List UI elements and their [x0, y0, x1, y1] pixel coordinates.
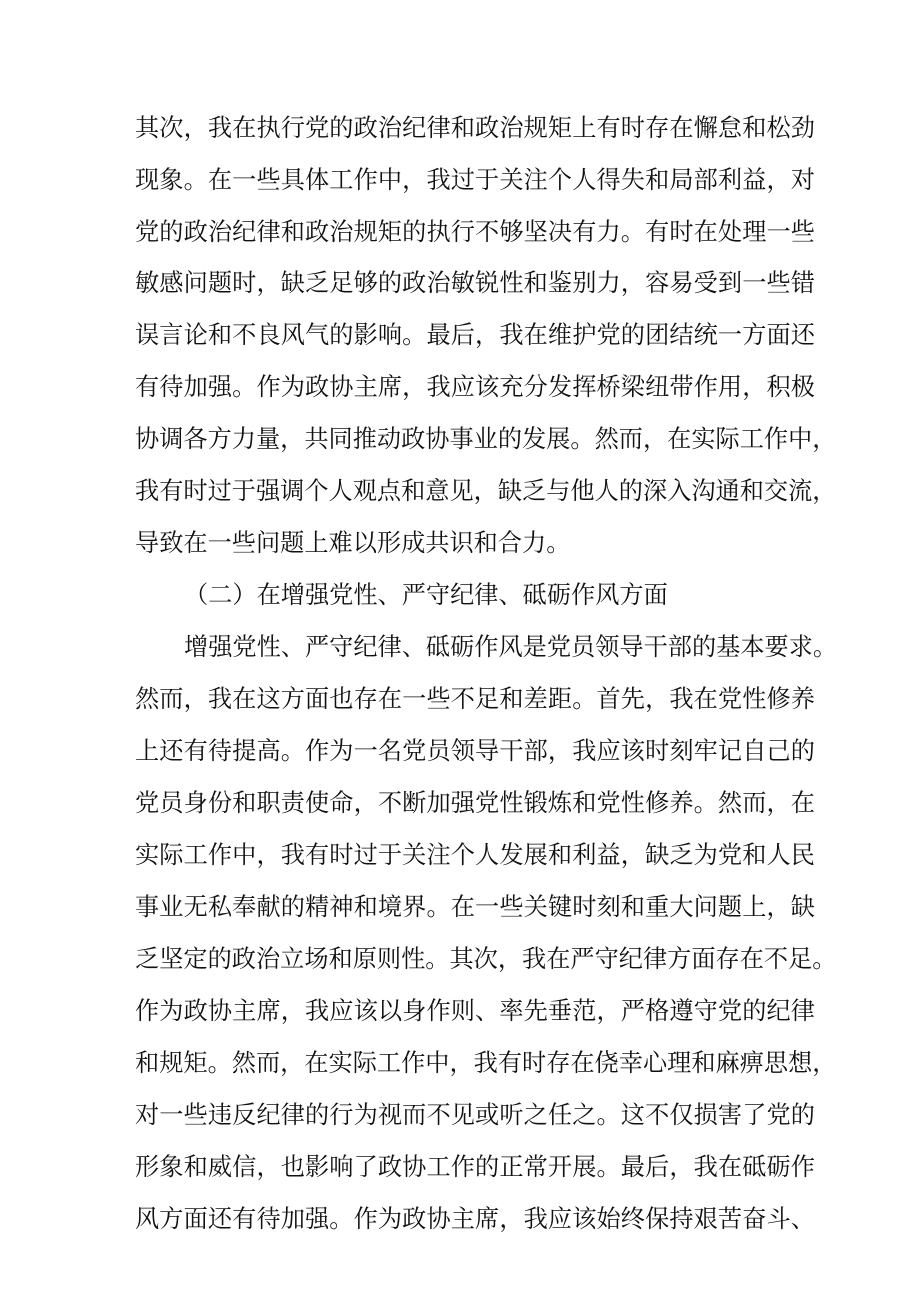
section-heading: （二）在增强党性、严守纪律、砥砺作风方面 — [184, 581, 668, 609]
body-text-line: 现象。在一些具体工作中，我过于关注个人得失和局部利益，对 — [135, 166, 815, 194]
body-text-line: 误言论和不良风气的影响。最后，我在维护党的团结统一方面还 — [135, 321, 815, 349]
body-text-line: 我有时过于强调个人观点和意见，缺乏与他人的深入沟通和交流， — [135, 477, 837, 505]
body-text-line: 作为政协主席，我应该以身作则、率先垂范，严格遵守党的纪律 — [135, 997, 815, 1025]
body-text-line: 导致在一些问题上难以形成共识和合力。 — [135, 529, 571, 557]
body-text-line: 协调各方力量，共同推动政协事业的发展。然而，在实际工作中， — [135, 425, 837, 453]
body-text-line: 实际工作中，我有时过于关注个人发展和利益，缺乏为党和人民 — [135, 841, 815, 869]
body-text-line: 和规矩。然而，在实际工作中，我有时存在侥幸心理和麻痹思想， — [135, 1049, 837, 1077]
body-text-line: 乏坚定的政治立场和原则性。其次，我在严守纪律方面存在不足。 — [135, 945, 837, 973]
body-text-line: 事业无私奉献的精神和境界。在一些关键时刻和重大问题上，缺 — [135, 893, 815, 921]
body-text-line: 有待加强。作为政协主席，我应该充分发挥桥梁纽带作用，积极 — [135, 373, 815, 401]
body-text-line: 上还有待提高。作为一名党员领导干部，我应该时刻牢记自己的 — [135, 737, 815, 765]
body-text-line: 对一些违反纪律的行为视而不见或听之任之。这不仅损害了党的 — [135, 1101, 815, 1129]
body-text-line: 其次，我在执行党的政治纪律和政治规矩上有时存在懈怠和松劲 — [135, 114, 815, 142]
body-text-line: 形象和威信，也影响了政协工作的正常开展。最后，我在砥砺作 — [135, 1153, 815, 1181]
body-text-line: 增强党性、严守纪律、砥砺作风是党员领导干部的基本要求。 — [184, 633, 838, 661]
body-text-line: 党的政治纪律和政治规矩的执行不够坚决有力。有时在处理一些 — [135, 218, 815, 246]
body-text-line: 然而，我在这方面也存在一些不足和差距。首先，我在党性修养 — [135, 685, 815, 713]
body-text-line: 敏感问题时，缺乏足够的政治敏锐性和鉴别力，容易受到一些错 — [135, 269, 815, 297]
body-text-line: 党员身份和职责使命，不断加强党性锻炼和党性修养。然而，在 — [135, 789, 815, 817]
body-text-line: 风方面还有待加强。作为政协主席，我应该始终保持艰苦奋斗、 — [135, 1205, 815, 1233]
